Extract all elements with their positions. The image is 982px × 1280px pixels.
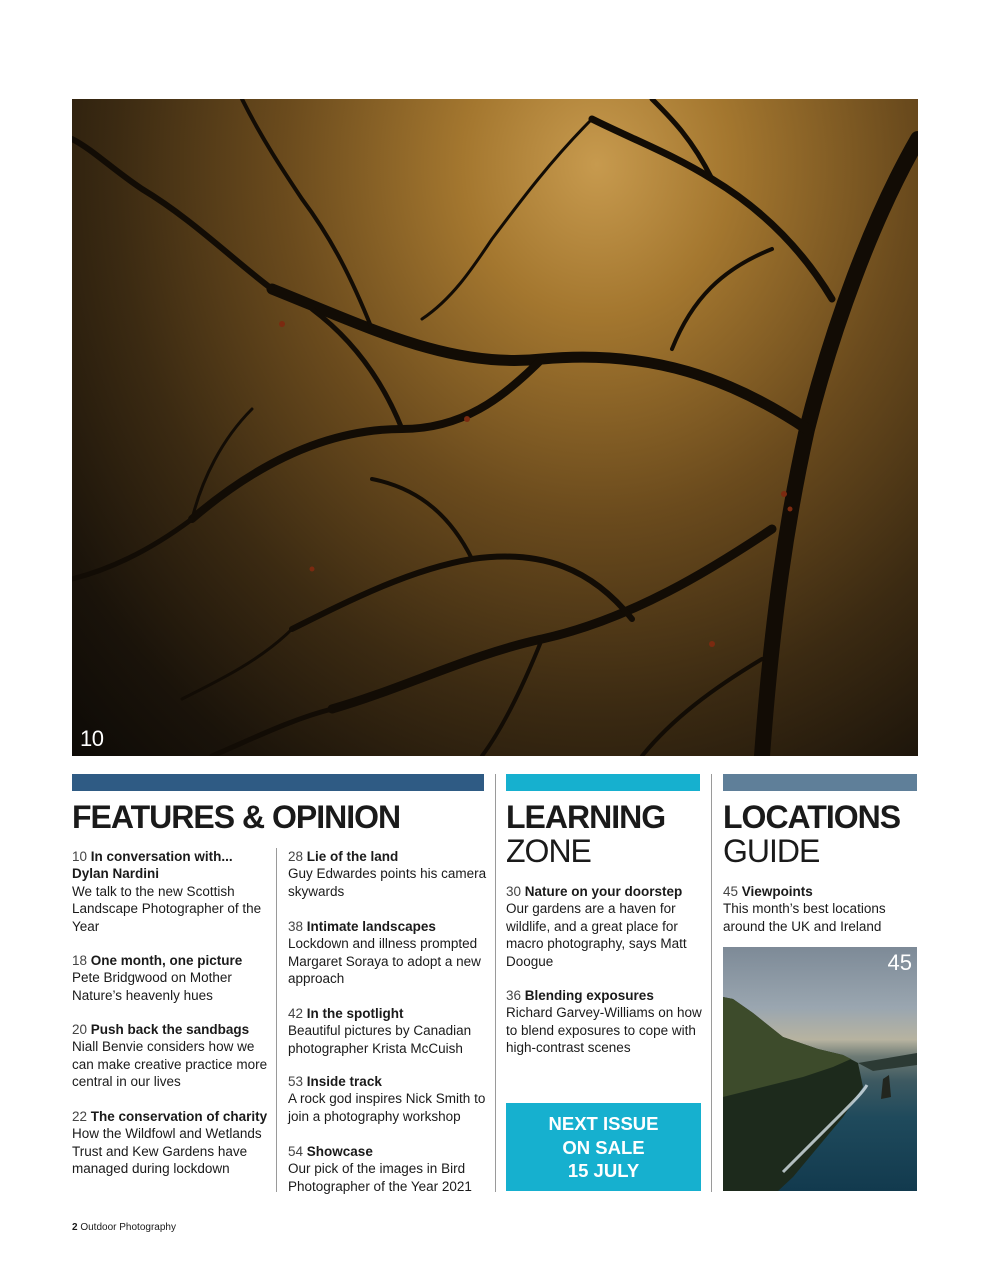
contents-item[interactable] xyxy=(72,1021,272,1091)
item-page-number: 45 xyxy=(723,884,739,899)
contents-item[interactable] xyxy=(288,1143,488,1195)
item-title: Blending exposures xyxy=(524,988,654,1003)
footer-page-number: 2 xyxy=(72,1222,78,1233)
next-issue-date: 15 JULY xyxy=(567,1160,640,1181)
item-title: Nature on your doorstep xyxy=(524,884,683,899)
contents-item[interactable] xyxy=(288,1073,488,1125)
item-title: In the spotlight xyxy=(306,1006,404,1021)
location-photo-number: 45 xyxy=(887,950,912,975)
locations-section-bar xyxy=(723,774,917,791)
contents-item[interactable] xyxy=(288,848,488,900)
item-page-number: 42 xyxy=(288,1006,304,1021)
cliffs-illustration xyxy=(723,947,917,1191)
item-description: Our gardens are a haven for wildlife, and a great place for macro photography, says Matt Doogue xyxy=(506,901,687,969)
item-title: Viewpoints xyxy=(741,884,813,899)
cliffs-photo xyxy=(723,947,917,1191)
item-title: The conservation of charity xyxy=(90,1109,268,1124)
item-description: A rock god inspires Nick Smith to join a photography workshop xyxy=(288,1091,486,1124)
features-section-bar xyxy=(72,774,484,791)
item-description: Beautiful pictures by Canadian photographer Krista McCuish xyxy=(288,1023,472,1056)
learning-section-bar xyxy=(506,774,700,791)
item-title: Push back the sandbags xyxy=(90,1022,250,1037)
item-title: In conversation with... Dylan Nardini xyxy=(72,849,233,882)
features-heading: FEATURES & OPINION xyxy=(72,799,401,835)
item-description: Pete Bridgwood on Mother Nature’s heavenly hues xyxy=(72,970,232,1003)
item-page-number: 53 xyxy=(288,1074,304,1089)
next-issue-line1: NEXT ISSUE xyxy=(548,1113,659,1134)
contents-item[interactable] xyxy=(506,883,706,970)
item-title: Intimate landscapes xyxy=(306,919,436,934)
item-page-number: 10 xyxy=(72,849,88,864)
locations-subheading: GUIDE xyxy=(723,833,820,869)
tree-branches-illustration xyxy=(72,99,918,756)
item-description: How the Wildfowl and Wetlands Trust and Kew Gardens have managed during lockdown xyxy=(72,1126,262,1177)
item-page-number: 28 xyxy=(288,849,304,864)
features-learning-divider xyxy=(495,774,496,1192)
learning-heading: LEARNING xyxy=(506,799,666,835)
item-page-number: 18 xyxy=(72,953,88,968)
item-page-number: 20 xyxy=(72,1022,88,1037)
next-issue-line2: ON SALE xyxy=(562,1136,645,1158)
next-issue-box xyxy=(506,1103,701,1191)
item-page-number: 38 xyxy=(288,919,304,934)
footer-magazine-name: Outdoor Photography xyxy=(80,1222,176,1233)
contents-item[interactable] xyxy=(288,1005,488,1057)
hero-page-number: 10 xyxy=(80,726,104,751)
item-title: One month, one picture xyxy=(90,953,243,968)
contents-item[interactable] xyxy=(72,1108,270,1178)
item-title: Showcase xyxy=(306,1144,373,1159)
features-column-divider xyxy=(276,848,277,1192)
item-page-number: 54 xyxy=(288,1144,304,1159)
learning-subheading: ZONE xyxy=(506,833,591,869)
item-description: Our pick of the images in Bird Photographer of the Year 2021 xyxy=(288,1161,472,1194)
item-description: Lockdown and illness prompted Margaret Soraya to adopt a new approach xyxy=(288,936,481,987)
learning-locations-divider xyxy=(711,774,712,1192)
item-page-number: 30 xyxy=(506,884,522,899)
hero-photo xyxy=(72,99,918,756)
item-description: Richard Garvey-Williams on how to blend exposures to cope with high-contrast scenes xyxy=(506,1005,702,1056)
item-title: Lie of the land xyxy=(306,849,399,864)
item-description: Guy Edwardes points his camera skywards xyxy=(288,866,487,899)
contents-item[interactable] xyxy=(723,883,917,935)
item-page-number: 22 xyxy=(72,1109,88,1124)
item-description: This month’s best locations around the UK and Ireland xyxy=(723,901,886,934)
contents-item[interactable] xyxy=(72,848,272,935)
item-description: Niall Benvie considers how we can make creative practice more central in our lives xyxy=(72,1039,268,1090)
contents-item[interactable] xyxy=(72,952,272,1004)
item-title: Inside track xyxy=(306,1074,382,1089)
contents-item[interactable] xyxy=(506,987,706,1057)
page-footer xyxy=(72,1222,176,1233)
item-page-number: 36 xyxy=(506,988,522,1003)
item-description: We talk to the new Scottish Landscape Photographer of the Year xyxy=(72,883,262,934)
contents-item[interactable] xyxy=(288,918,488,988)
locations-heading: LOCATIONS xyxy=(723,799,901,835)
